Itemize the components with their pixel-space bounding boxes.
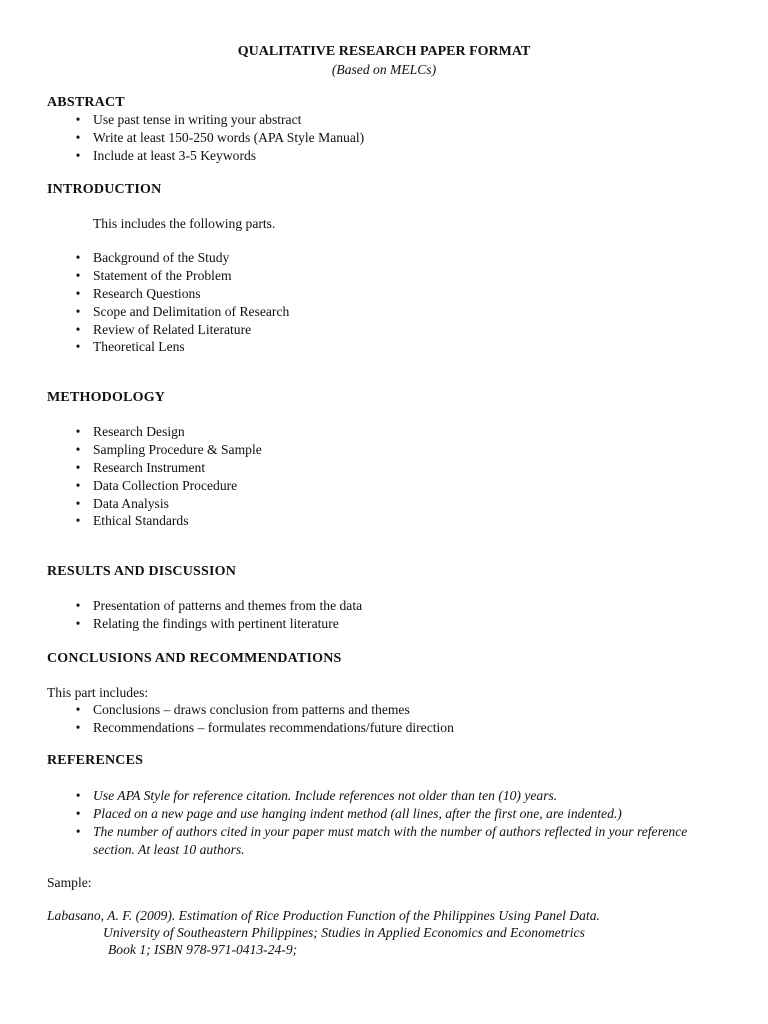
introduction-list [0, 249, 768, 356]
document-subtitle: (Based on MELCs) [331, 62, 437, 77]
sample-reference-line: University of Southeastern Philippines; Studies in Applied Economics and Econometrics [103, 925, 585, 940]
document-title: QUALITATIVE RESEARCH PAPER FORMAT [237, 44, 531, 59]
list-item: • Write at least 150-250 words (APA Style Manual) [0, 129, 768, 147]
conclusions-text: This part includes: [47, 685, 149, 700]
bullet-icon: • [75, 513, 81, 529]
bullet-icon: • [75, 823, 81, 839]
results-heading: RESULTS AND DISCUSSION [47, 564, 237, 579]
bullet-icon: • [75, 805, 81, 821]
list-item: • Statement of the Problem [0, 267, 768, 285]
list-item: • Data Analysis [0, 495, 768, 513]
methodology-heading: METHODOLOGY [47, 390, 166, 405]
abstract-heading: ABSTRACT [47, 95, 125, 110]
list-item: • Theoretical Lens [0, 338, 768, 356]
list-item: • Research Questions [0, 285, 768, 303]
bullet-icon: • [75, 424, 81, 439]
references-list [0, 787, 768, 859]
bullet-icon: • [75, 112, 81, 127]
list-item: • Use APA Style for reference citation. Include references not older than ten (10) years. [0, 787, 768, 805]
list-item: • Conclusions – draws conclusion from patterns and themes [0, 701, 768, 719]
list-item: • Scope and Delimitation of Research [0, 303, 768, 321]
bullet-icon: • [75, 321, 81, 337]
list-item: • Background of the Study [0, 249, 768, 267]
bullet-icon: • [75, 303, 81, 319]
list-item: • Use past tense in writing your abstract [0, 111, 768, 129]
sample-reference-line: Labasano, A. F. (2009). Estimation of Rice Production Function of the Philippines Using Panel Data. [47, 908, 600, 923]
list-item: • Recommendations – formulates recommendations/future direction [0, 719, 768, 737]
sample-reference-line: Book 1; ISBN 978-971-0413-24-9; [108, 942, 298, 957]
bullet-icon: • [75, 719, 81, 735]
bullet-icon: • [75, 285, 81, 301]
bullet-icon: • [75, 702, 81, 717]
references-heading: REFERENCES [47, 753, 144, 768]
bullet-icon: • [75, 615, 81, 631]
bullet-icon: • [75, 495, 81, 511]
results-list [0, 597, 768, 633]
bullet-icon: • [75, 129, 81, 145]
methodology-list [0, 423, 768, 530]
bullet-icon: • [75, 459, 81, 475]
list-item: • Include at least 3-5 Keywords [0, 147, 768, 165]
bullet-icon: • [75, 339, 81, 355]
list-item: • Sampling Procedure & Sample [0, 441, 768, 459]
list-item: • The number of authors cited in your paper must match with the number of authors reflected in your reference section. At least 10 authors. [0, 823, 768, 859]
list-item: • Research Design [0, 423, 768, 441]
list-item: • Placed on a new page and use hanging indent method (all lines, after the first one, are indented.) [0, 805, 768, 823]
list-item: • Presentation of patterns and themes from the data [0, 597, 768, 615]
conclusions-list [0, 701, 768, 737]
list-item: • Ethical Standards [0, 512, 768, 530]
bullet-icon: • [75, 441, 81, 457]
bullet-icon: • [75, 598, 81, 613]
conclusions-heading: CONCLUSIONS AND RECOMMENDATIONS [47, 651, 342, 666]
list-item: • Research Instrument [0, 459, 768, 477]
list-item: • Relating the findings with pertinent literature [0, 615, 768, 633]
list-item: • Data Collection Procedure [0, 477, 768, 495]
bullet-icon: • [75, 250, 81, 265]
introduction-heading: INTRODUCTION [47, 182, 162, 197]
list-item: • Review of Related Literature [0, 321, 768, 339]
bullet-icon: • [75, 477, 81, 493]
bullet-icon: • [75, 147, 81, 163]
bullet-icon: • [75, 267, 81, 283]
abstract-list [0, 111, 768, 165]
introduction-text: This includes the following parts. [93, 216, 276, 231]
bullet-icon: • [75, 788, 81, 803]
sample-label: Sample: [47, 875, 92, 890]
